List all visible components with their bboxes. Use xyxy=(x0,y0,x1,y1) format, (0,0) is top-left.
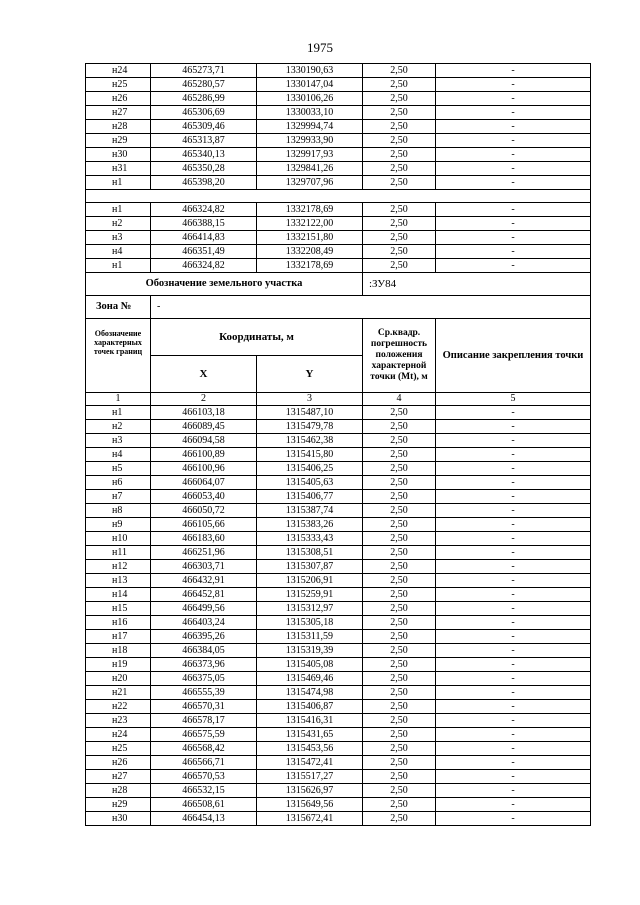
table-row xyxy=(86,406,591,420)
point-id-cell: н1 xyxy=(86,203,151,217)
description-cell: - xyxy=(436,78,591,92)
description-cell: - xyxy=(436,742,591,756)
col-number: 5 xyxy=(436,393,591,406)
table-row xyxy=(86,259,591,273)
description-cell: - xyxy=(436,217,591,231)
y-coordinate-cell: 1315311,59 xyxy=(257,630,363,644)
error-cell: 2,50 xyxy=(363,658,436,672)
x-coordinate-cell: 466499,56 xyxy=(151,602,257,616)
description-cell: - xyxy=(436,518,591,532)
y-coordinate-cell: 1332208,49 xyxy=(257,245,363,259)
description-cell: - xyxy=(436,588,591,602)
y-coordinate-cell: 1329707,96 xyxy=(257,176,363,190)
error-cell: 2,50 xyxy=(363,434,436,448)
table-row xyxy=(86,798,591,812)
y-coordinate-cell: 1315405,63 xyxy=(257,476,363,490)
table-row xyxy=(86,630,591,644)
point-id-cell: н4 xyxy=(86,245,151,259)
error-cell: 2,50 xyxy=(363,770,436,784)
zone-row xyxy=(86,296,591,319)
table-row xyxy=(86,658,591,672)
header-coords: Координаты, м xyxy=(151,319,363,356)
table-row xyxy=(86,462,591,476)
y-coordinate-cell: 1315406,77 xyxy=(257,490,363,504)
x-coordinate-cell: 466555,39 xyxy=(151,686,257,700)
table-row xyxy=(86,812,591,826)
x-coordinate-cell: 466532,15 xyxy=(151,784,257,798)
error-cell: 2,50 xyxy=(363,700,436,714)
table-row xyxy=(86,714,591,728)
description-cell: - xyxy=(436,245,591,259)
description-cell: - xyxy=(436,672,591,686)
point-id-cell: н2 xyxy=(86,420,151,434)
table-row xyxy=(86,560,591,574)
x-coordinate-cell: 466395,26 xyxy=(151,630,257,644)
x-coordinate-cell: 466183,60 xyxy=(151,532,257,546)
table-row xyxy=(86,616,591,630)
error-cell: 2,50 xyxy=(363,742,436,756)
error-cell: 2,50 xyxy=(363,448,436,462)
zone-label: Зона № xyxy=(86,296,151,319)
description-cell: - xyxy=(436,560,591,574)
error-cell: 2,50 xyxy=(363,231,436,245)
description-cell: - xyxy=(436,64,591,78)
x-coordinate-cell: 466414,83 xyxy=(151,231,257,245)
description-cell: - xyxy=(436,448,591,462)
description-cell: - xyxy=(436,259,591,273)
point-id-cell: н11 xyxy=(86,546,151,560)
description-cell: - xyxy=(436,92,591,106)
parcel-label: Обозначение земельного участка xyxy=(86,273,363,296)
table-row xyxy=(86,742,591,756)
y-coordinate-cell: 1315387,74 xyxy=(257,504,363,518)
y-coordinate-cell: 1315305,18 xyxy=(257,616,363,630)
description-cell: - xyxy=(436,162,591,176)
table-row xyxy=(86,217,591,231)
table-row xyxy=(86,504,591,518)
point-id-cell: н31 xyxy=(86,162,151,176)
x-coordinate-cell: 466432,91 xyxy=(151,574,257,588)
y-coordinate-cell: 1315517,27 xyxy=(257,770,363,784)
error-cell: 2,50 xyxy=(363,784,436,798)
error-cell: 2,50 xyxy=(363,420,436,434)
x-coordinate-cell: 465273,71 xyxy=(151,64,257,78)
coordinates-table xyxy=(85,63,591,826)
point-id-cell: н9 xyxy=(86,518,151,532)
x-coordinate-cell: 465306,69 xyxy=(151,106,257,120)
description-cell: - xyxy=(436,644,591,658)
x-coordinate-cell: 465309,46 xyxy=(151,120,257,134)
point-id-cell: н7 xyxy=(86,490,151,504)
x-coordinate-cell: 466575,59 xyxy=(151,728,257,742)
table-row xyxy=(86,784,591,798)
x-coordinate-cell: 466452,81 xyxy=(151,588,257,602)
y-coordinate-cell: 1332178,69 xyxy=(257,259,363,273)
error-cell: 2,50 xyxy=(363,546,436,560)
table-row xyxy=(86,700,591,714)
table-row xyxy=(86,231,591,245)
error-cell: 2,50 xyxy=(363,714,436,728)
description-cell: - xyxy=(436,714,591,728)
point-id-cell: н26 xyxy=(86,92,151,106)
y-coordinate-cell: 1315333,43 xyxy=(257,532,363,546)
table-row xyxy=(86,770,591,784)
x-coordinate-cell: 466064,07 xyxy=(151,476,257,490)
description-cell: - xyxy=(436,574,591,588)
y-coordinate-cell: 1329933,90 xyxy=(257,134,363,148)
point-id-cell: н26 xyxy=(86,756,151,770)
point-id-cell: н23 xyxy=(86,714,151,728)
table-row xyxy=(86,602,591,616)
header-desc: Описание закрепления точки xyxy=(436,319,591,393)
error-cell: 2,50 xyxy=(363,64,436,78)
point-id-cell: н29 xyxy=(86,134,151,148)
description-cell: - xyxy=(436,616,591,630)
error-cell: 2,50 xyxy=(363,176,436,190)
point-id-cell: н3 xyxy=(86,434,151,448)
y-coordinate-cell: 1332178,69 xyxy=(257,203,363,217)
y-coordinate-cell: 1315431,65 xyxy=(257,728,363,742)
error-cell: 2,50 xyxy=(363,616,436,630)
point-id-cell: н13 xyxy=(86,574,151,588)
table-row xyxy=(86,756,591,770)
y-coordinate-cell: 1332151,80 xyxy=(257,231,363,245)
table-row xyxy=(86,672,591,686)
error-cell: 2,50 xyxy=(363,798,436,812)
error-cell: 2,50 xyxy=(363,78,436,92)
table-row xyxy=(86,490,591,504)
y-coordinate-cell: 1329841,26 xyxy=(257,162,363,176)
column-numbers-row xyxy=(86,393,591,406)
x-coordinate-cell: 466100,96 xyxy=(151,462,257,476)
y-coordinate-cell: 1315405,08 xyxy=(257,658,363,672)
point-id-cell: н28 xyxy=(86,120,151,134)
error-cell: 2,50 xyxy=(363,644,436,658)
x-coordinate-cell: 466050,72 xyxy=(151,504,257,518)
description-cell: - xyxy=(436,106,591,120)
table-row xyxy=(86,686,591,700)
x-coordinate-cell: 465340,13 xyxy=(151,148,257,162)
y-coordinate-cell: 1330106,26 xyxy=(257,92,363,106)
error-cell: 2,50 xyxy=(363,476,436,490)
description-cell: - xyxy=(436,798,591,812)
point-id-cell: н25 xyxy=(86,742,151,756)
table-row xyxy=(86,546,591,560)
description-cell: - xyxy=(436,148,591,162)
point-id-cell: н15 xyxy=(86,602,151,616)
point-id-cell: н25 xyxy=(86,78,151,92)
y-coordinate-cell: 1315626,97 xyxy=(257,784,363,798)
y-coordinate-cell: 1315672,41 xyxy=(257,812,363,826)
table-row xyxy=(86,728,591,742)
table-row xyxy=(86,434,591,448)
page-number: 1975 xyxy=(307,40,333,55)
description-cell: - xyxy=(436,812,591,826)
x-coordinate-cell: 466100,89 xyxy=(151,448,257,462)
y-coordinate-cell: 1315474,98 xyxy=(257,686,363,700)
error-cell: 2,50 xyxy=(363,203,436,217)
description-cell: - xyxy=(436,434,591,448)
point-id-cell: н5 xyxy=(86,462,151,476)
x-coordinate-cell: 465313,87 xyxy=(151,134,257,148)
table-row xyxy=(86,78,591,92)
point-id-cell: н24 xyxy=(86,64,151,78)
description-cell: - xyxy=(436,476,591,490)
x-coordinate-cell: 465350,28 xyxy=(151,162,257,176)
y-coordinate-cell: 1315649,56 xyxy=(257,798,363,812)
x-coordinate-cell: 466373,96 xyxy=(151,658,257,672)
error-cell: 2,50 xyxy=(363,602,436,616)
gap-row xyxy=(86,190,591,203)
gap-row-body xyxy=(86,190,591,203)
y-coordinate-cell: 1315307,87 xyxy=(257,560,363,574)
y-coordinate-cell: 1315469,46 xyxy=(257,672,363,686)
table-row xyxy=(86,92,591,106)
description-cell: - xyxy=(436,504,591,518)
top-rows-body xyxy=(86,64,591,190)
table-row xyxy=(86,420,591,434)
point-id-cell: н19 xyxy=(86,658,151,672)
col-number: 3 xyxy=(257,393,363,406)
x-coordinate-cell: 466384,05 xyxy=(151,644,257,658)
y-coordinate-cell: 1315487,10 xyxy=(257,406,363,420)
error-cell: 2,50 xyxy=(363,574,436,588)
table-row xyxy=(86,134,591,148)
table-row xyxy=(86,120,591,134)
col-number: 1 xyxy=(86,393,151,406)
header-row-1 xyxy=(86,319,591,356)
x-coordinate-cell: 466568,42 xyxy=(151,742,257,756)
header-error: Ср.квадр. погрешность положения характерной точки (Mt), м xyxy=(363,319,436,393)
point-id-cell: н17 xyxy=(86,630,151,644)
x-coordinate-cell: 466303,71 xyxy=(151,560,257,574)
point-id-cell: н1 xyxy=(86,176,151,190)
description-cell: - xyxy=(436,462,591,476)
x-coordinate-cell: 466053,40 xyxy=(151,490,257,504)
col-number: 2 xyxy=(151,393,257,406)
y-coordinate-cell: 1330147,04 xyxy=(257,78,363,92)
point-id-cell: н4 xyxy=(86,448,151,462)
point-id-cell: н16 xyxy=(86,616,151,630)
point-id-cell: н6 xyxy=(86,476,151,490)
point-id-cell: н21 xyxy=(86,686,151,700)
error-cell: 2,50 xyxy=(363,148,436,162)
point-id-cell: н10 xyxy=(86,532,151,546)
error-cell: 2,50 xyxy=(363,728,436,742)
error-cell: 2,50 xyxy=(363,756,436,770)
description-cell: - xyxy=(436,490,591,504)
error-cell: 2,50 xyxy=(363,630,436,644)
parcel-value: :ЗУ84 xyxy=(363,273,591,296)
point-id-cell: н12 xyxy=(86,560,151,574)
point-id-cell: н27 xyxy=(86,770,151,784)
x-coordinate-cell: 466454,13 xyxy=(151,812,257,826)
x-coordinate-cell: 466570,53 xyxy=(151,770,257,784)
y-coordinate-cell: 1330033,10 xyxy=(257,106,363,120)
y-coordinate-cell: 1315206,91 xyxy=(257,574,363,588)
y-coordinate-cell: 1315416,31 xyxy=(257,714,363,728)
error-cell: 2,50 xyxy=(363,120,436,134)
error-cell: 2,50 xyxy=(363,162,436,176)
y-coordinate-cell: 1315406,87 xyxy=(257,700,363,714)
description-cell: - xyxy=(436,756,591,770)
x-coordinate-cell: 466566,71 xyxy=(151,756,257,770)
table-row xyxy=(86,245,591,259)
y-coordinate-cell: 1315259,91 xyxy=(257,588,363,602)
table-row xyxy=(86,574,591,588)
error-cell: 2,50 xyxy=(363,672,436,686)
x-coordinate-cell: 465398,20 xyxy=(151,176,257,190)
y-coordinate-cell: 1332122,00 xyxy=(257,217,363,231)
x-coordinate-cell: 466324,82 xyxy=(151,203,257,217)
x-coordinate-cell: 466403,24 xyxy=(151,616,257,630)
x-coordinate-cell: 466508,61 xyxy=(151,798,257,812)
point-id-cell: н1 xyxy=(86,259,151,273)
description-cell: - xyxy=(436,700,591,714)
table-row xyxy=(86,64,591,78)
point-id-cell: н28 xyxy=(86,784,151,798)
table-row xyxy=(86,148,591,162)
table-row xyxy=(86,476,591,490)
x-coordinate-cell: 466578,17 xyxy=(151,714,257,728)
main-rows-body xyxy=(86,406,591,826)
y-coordinate-cell: 1315312,97 xyxy=(257,602,363,616)
x-coordinate-cell: 466103,18 xyxy=(151,406,257,420)
x-coordinate-cell: 465280,57 xyxy=(151,78,257,92)
description-cell: - xyxy=(436,134,591,148)
table-row xyxy=(86,644,591,658)
error-cell: 2,50 xyxy=(363,245,436,259)
description-cell: - xyxy=(436,231,591,245)
table-row xyxy=(86,448,591,462)
error-cell: 2,50 xyxy=(363,217,436,231)
error-cell: 2,50 xyxy=(363,490,436,504)
table-row xyxy=(86,518,591,532)
point-id-cell: н27 xyxy=(86,106,151,120)
point-id-cell: н2 xyxy=(86,217,151,231)
second-rows-body xyxy=(86,203,591,273)
y-coordinate-cell: 1329917,93 xyxy=(257,148,363,162)
description-cell: - xyxy=(436,658,591,672)
error-cell: 2,50 xyxy=(363,518,436,532)
point-id-cell: н14 xyxy=(86,588,151,602)
header-points: Обозначение характерных точек границ xyxy=(86,319,151,393)
y-coordinate-cell: 1315308,51 xyxy=(257,546,363,560)
y-coordinate-cell: 1315472,41 xyxy=(257,756,363,770)
error-cell: 2,50 xyxy=(363,588,436,602)
point-id-cell: н29 xyxy=(86,798,151,812)
description-cell: - xyxy=(436,728,591,742)
description-cell: - xyxy=(436,602,591,616)
point-id-cell: н8 xyxy=(86,504,151,518)
description-cell: - xyxy=(436,770,591,784)
col-number: 4 xyxy=(363,393,436,406)
point-id-cell: н24 xyxy=(86,728,151,742)
point-id-cell: н22 xyxy=(86,700,151,714)
y-coordinate-cell: 1329994,74 xyxy=(257,120,363,134)
y-coordinate-cell: 1315453,56 xyxy=(257,742,363,756)
y-coordinate-cell: 1315462,38 xyxy=(257,434,363,448)
table-row xyxy=(86,176,591,190)
y-coordinate-cell: 1315319,39 xyxy=(257,644,363,658)
x-coordinate-cell: 466105,66 xyxy=(151,518,257,532)
description-cell: - xyxy=(436,176,591,190)
x-coordinate-cell: 466094,58 xyxy=(151,434,257,448)
x-coordinate-cell: 466375,05 xyxy=(151,672,257,686)
x-coordinate-cell: 466388,15 xyxy=(151,217,257,231)
x-coordinate-cell: 466570,31 xyxy=(151,700,257,714)
error-cell: 2,50 xyxy=(363,504,436,518)
error-cell: 2,50 xyxy=(363,92,436,106)
error-cell: 2,50 xyxy=(363,406,436,420)
table-row xyxy=(86,106,591,120)
x-coordinate-cell: 466089,45 xyxy=(151,420,257,434)
table-row xyxy=(86,532,591,546)
table-row xyxy=(86,162,591,176)
y-coordinate-cell: 1315479,78 xyxy=(257,420,363,434)
zone-value: - xyxy=(151,296,591,319)
description-cell: - xyxy=(436,784,591,798)
parcel-row xyxy=(86,273,591,296)
error-cell: 2,50 xyxy=(363,686,436,700)
description-cell: - xyxy=(436,406,591,420)
point-id-cell: н1 xyxy=(86,406,151,420)
description-cell: - xyxy=(436,686,591,700)
header-y: Y xyxy=(257,356,363,393)
point-id-cell: н18 xyxy=(86,644,151,658)
y-coordinate-cell: 1330190,63 xyxy=(257,64,363,78)
table-row xyxy=(86,203,591,217)
error-cell: 2,50 xyxy=(363,812,436,826)
x-coordinate-cell: 466324,82 xyxy=(151,259,257,273)
description-cell: - xyxy=(436,420,591,434)
description-cell: - xyxy=(436,546,591,560)
description-cell: - xyxy=(436,630,591,644)
y-coordinate-cell: 1315415,80 xyxy=(257,448,363,462)
point-id-cell: н20 xyxy=(86,672,151,686)
x-coordinate-cell: 466351,49 xyxy=(151,245,257,259)
error-cell: 2,50 xyxy=(363,134,436,148)
error-cell: 2,50 xyxy=(363,106,436,120)
point-id-cell: н30 xyxy=(86,148,151,162)
description-cell: - xyxy=(436,203,591,217)
error-cell: 2,50 xyxy=(363,462,436,476)
error-cell: 2,50 xyxy=(363,259,436,273)
error-cell: 2,50 xyxy=(363,560,436,574)
y-coordinate-cell: 1315383,26 xyxy=(257,518,363,532)
header-x: X xyxy=(151,356,257,393)
description-cell: - xyxy=(436,532,591,546)
table-row xyxy=(86,588,591,602)
point-id-cell: н30 xyxy=(86,812,151,826)
parcel-header-body xyxy=(86,273,591,406)
description-cell: - xyxy=(436,120,591,134)
point-id-cell: н3 xyxy=(86,231,151,245)
y-coordinate-cell: 1315406,25 xyxy=(257,462,363,476)
x-coordinate-cell: 466251,96 xyxy=(151,546,257,560)
x-coordinate-cell: 465286,99 xyxy=(151,92,257,106)
error-cell: 2,50 xyxy=(363,532,436,546)
